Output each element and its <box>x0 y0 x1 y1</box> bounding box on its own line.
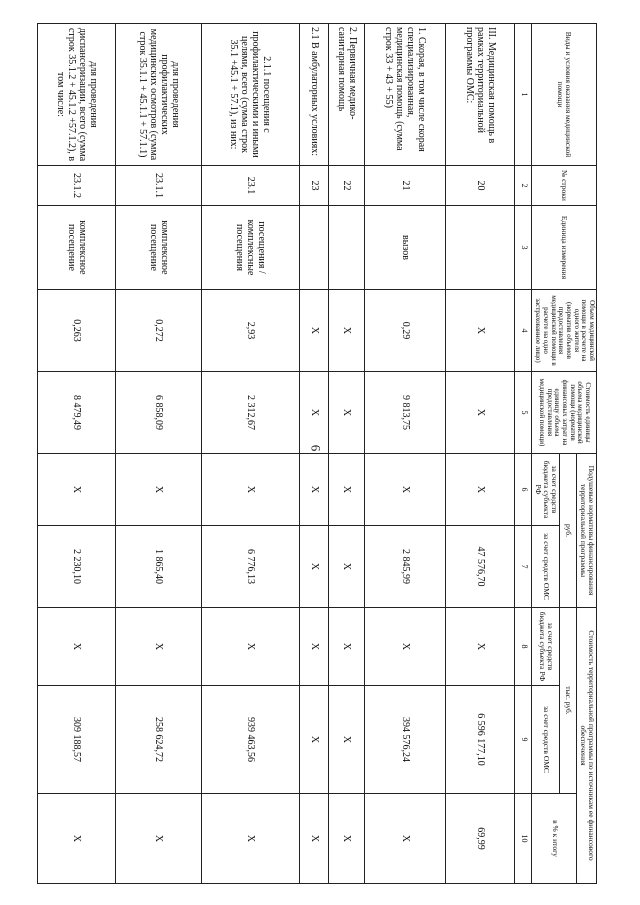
cell-c8: X <box>116 608 201 686</box>
cell-c9: 6 596 177,10 <box>446 686 515 794</box>
cell-c7: X <box>329 526 365 608</box>
header-cost-unit: тыс. руб. <box>560 608 577 794</box>
cell-c1: III. Медицинская помощь в рамках территориальной программы ОМС: <box>446 24 515 166</box>
cell-c4: 0,272 <box>116 290 201 372</box>
cell-c10: X <box>116 794 201 884</box>
cell-c7: 6 776,13 <box>201 526 300 608</box>
cell-c3 <box>446 206 515 290</box>
cell-c8: X <box>201 608 300 686</box>
rotated-table-container <box>43 23 597 883</box>
cell-c7: 1 865,40 <box>116 526 201 608</box>
cell-c9: 394 576,24 <box>365 686 446 794</box>
cell-c1: 1. Скорая, в том числе скорая специализированная, медицинская помощь (сумма строк 33 + 43 + 55) <box>365 24 446 166</box>
cell-c4: X <box>446 290 515 372</box>
cell-c4: 0,29 <box>365 290 446 372</box>
cell-c2: 22 <box>329 166 365 206</box>
header-col7: за счет средств ОМС <box>532 526 560 608</box>
col-number: 10 <box>515 794 532 884</box>
cell-c10: X <box>201 794 300 884</box>
cell-c3: вызов <box>365 206 446 290</box>
cell-c10: X <box>329 794 365 884</box>
cell-c8: X <box>329 608 365 686</box>
cell-c2: 23 <box>300 166 329 206</box>
cell-c4: X <box>329 290 365 372</box>
cell-c9: 309 188,57 <box>38 686 117 794</box>
cell-c8: X <box>446 608 515 686</box>
col-number: 2 <box>515 166 532 206</box>
cell-c10: X <box>38 794 117 884</box>
cell-c5: X <box>300 372 329 454</box>
col-number: 4 <box>515 290 532 372</box>
cell-c1: для проведения профилактических медицинских осмотров (сумма строк 35.1.1 + 45.1.1 + 57.1.1) <box>116 24 201 166</box>
cell-c6: X <box>329 454 365 526</box>
col-number: 3 <box>515 206 532 290</box>
col-number: 1 <box>515 24 532 166</box>
cell-c9: X <box>300 686 329 794</box>
cell-c6: X <box>300 454 329 526</box>
table-row <box>446 24 515 884</box>
cell-c3: комплексное посещение <box>116 206 201 290</box>
col-number: 8 <box>515 608 532 686</box>
cell-c3: комплексное посещение <box>38 206 117 290</box>
cell-c3 <box>300 206 329 290</box>
cell-c1: 2.1 В амбулаторных условиях: <box>300 24 329 166</box>
cell-c2: 20 <box>446 166 515 206</box>
cell-c7: 47 576,70 <box>446 526 515 608</box>
page-number: 6 <box>308 444 324 452</box>
cell-c6: X <box>116 454 201 526</box>
cell-c5: X <box>329 372 365 454</box>
table-row <box>329 24 365 884</box>
cell-c7: 2 230,10 <box>38 526 117 608</box>
table-row <box>116 24 201 884</box>
cell-c1: для проведения диспансеризации, всего (сумма строк 35.1.2 + 45.1.2 +57.1.2), в том числе: <box>38 24 117 166</box>
cell-c10: X <box>365 794 446 884</box>
header-col3: Единица измерения <box>532 206 597 290</box>
cell-c6: X <box>365 454 446 526</box>
cell-c6: X <box>38 454 117 526</box>
cell-c9: X <box>329 686 365 794</box>
cell-c7: 2 845,99 <box>365 526 446 608</box>
cell-c3: посещения / комплексные посещения <box>201 206 300 290</box>
header-col8: за счет средств бюджета субъекта РФ <box>532 608 560 686</box>
table-row <box>201 24 300 884</box>
cell-c5: 2 312,67 <box>201 372 300 454</box>
cell-c8: X <box>300 608 329 686</box>
col-number: 5 <box>515 372 532 454</box>
header-col5: Стоимость единицы объема медицинской помощи (норматив финансовых затрат на единицу объема предоставления медицинской помощи) <box>532 372 597 454</box>
cell-c2: 23.1.1 <box>116 166 201 206</box>
header-group-cost: Стоимость территориальной программы по источникам ее финансового обеспечения <box>577 608 597 884</box>
cell-c5: X <box>446 372 515 454</box>
cell-c4: X <box>300 290 329 372</box>
cell-c10: 69,99 <box>446 794 515 884</box>
cell-c10: X <box>300 794 329 884</box>
cell-c9: 258 624,72 <box>116 686 201 794</box>
cell-c8: X <box>38 608 117 686</box>
col-number: 9 <box>515 686 532 794</box>
cell-c2: 21 <box>365 166 446 206</box>
header-norms-unit: руб. <box>560 454 577 608</box>
program-cost-table <box>37 23 597 884</box>
cell-c3 <box>329 206 365 290</box>
table-row <box>300 24 329 884</box>
cell-c2: 23.1.2 <box>38 166 117 206</box>
header-group-norms: Подушевые нормативы финансирования территориальной программы <box>577 454 597 608</box>
cell-c5: 9 813,75 <box>365 372 446 454</box>
cell-c5: 8 479,49 <box>38 372 117 454</box>
header-col6: за счет средств бюджета субъекта РФ <box>532 454 560 526</box>
cell-c6: X <box>201 454 300 526</box>
cell-c1: 2.1.1 посещения с профилактическими и иными целями, всего (сумма строк 35.1 +45.1 + 57.1), из них: <box>201 24 300 166</box>
header-col4: Объем медицинской помощи в расчете на одного жителя (норматив объемов предоставления медицинской помощи в расчете на одно застрахованное лицо) <box>532 290 597 372</box>
cell-c7: X <box>300 526 329 608</box>
cell-c2: 23.1 <box>201 166 300 206</box>
col-number: 7 <box>515 526 532 608</box>
header-col9: за счет средств ОМС <box>532 686 560 794</box>
cell-c8: X <box>365 608 446 686</box>
cell-c5: 6 858,09 <box>116 372 201 454</box>
cell-c4: 2,93 <box>201 290 300 372</box>
cell-c4: 0,263 <box>38 290 117 372</box>
cell-c9: 939 463,56 <box>201 686 300 794</box>
header-col2: № строки <box>532 166 597 206</box>
table-row <box>38 24 117 884</box>
cell-c6: X <box>446 454 515 526</box>
col-number: 6 <box>515 454 532 526</box>
cell-c1: 2. Первичная медико-санитарная помощь <box>329 24 365 166</box>
table-row <box>365 24 446 884</box>
header-col10: в % к итогу <box>532 794 577 884</box>
header-col1: Виды и условия оказания медицинской помощи <box>532 24 597 166</box>
